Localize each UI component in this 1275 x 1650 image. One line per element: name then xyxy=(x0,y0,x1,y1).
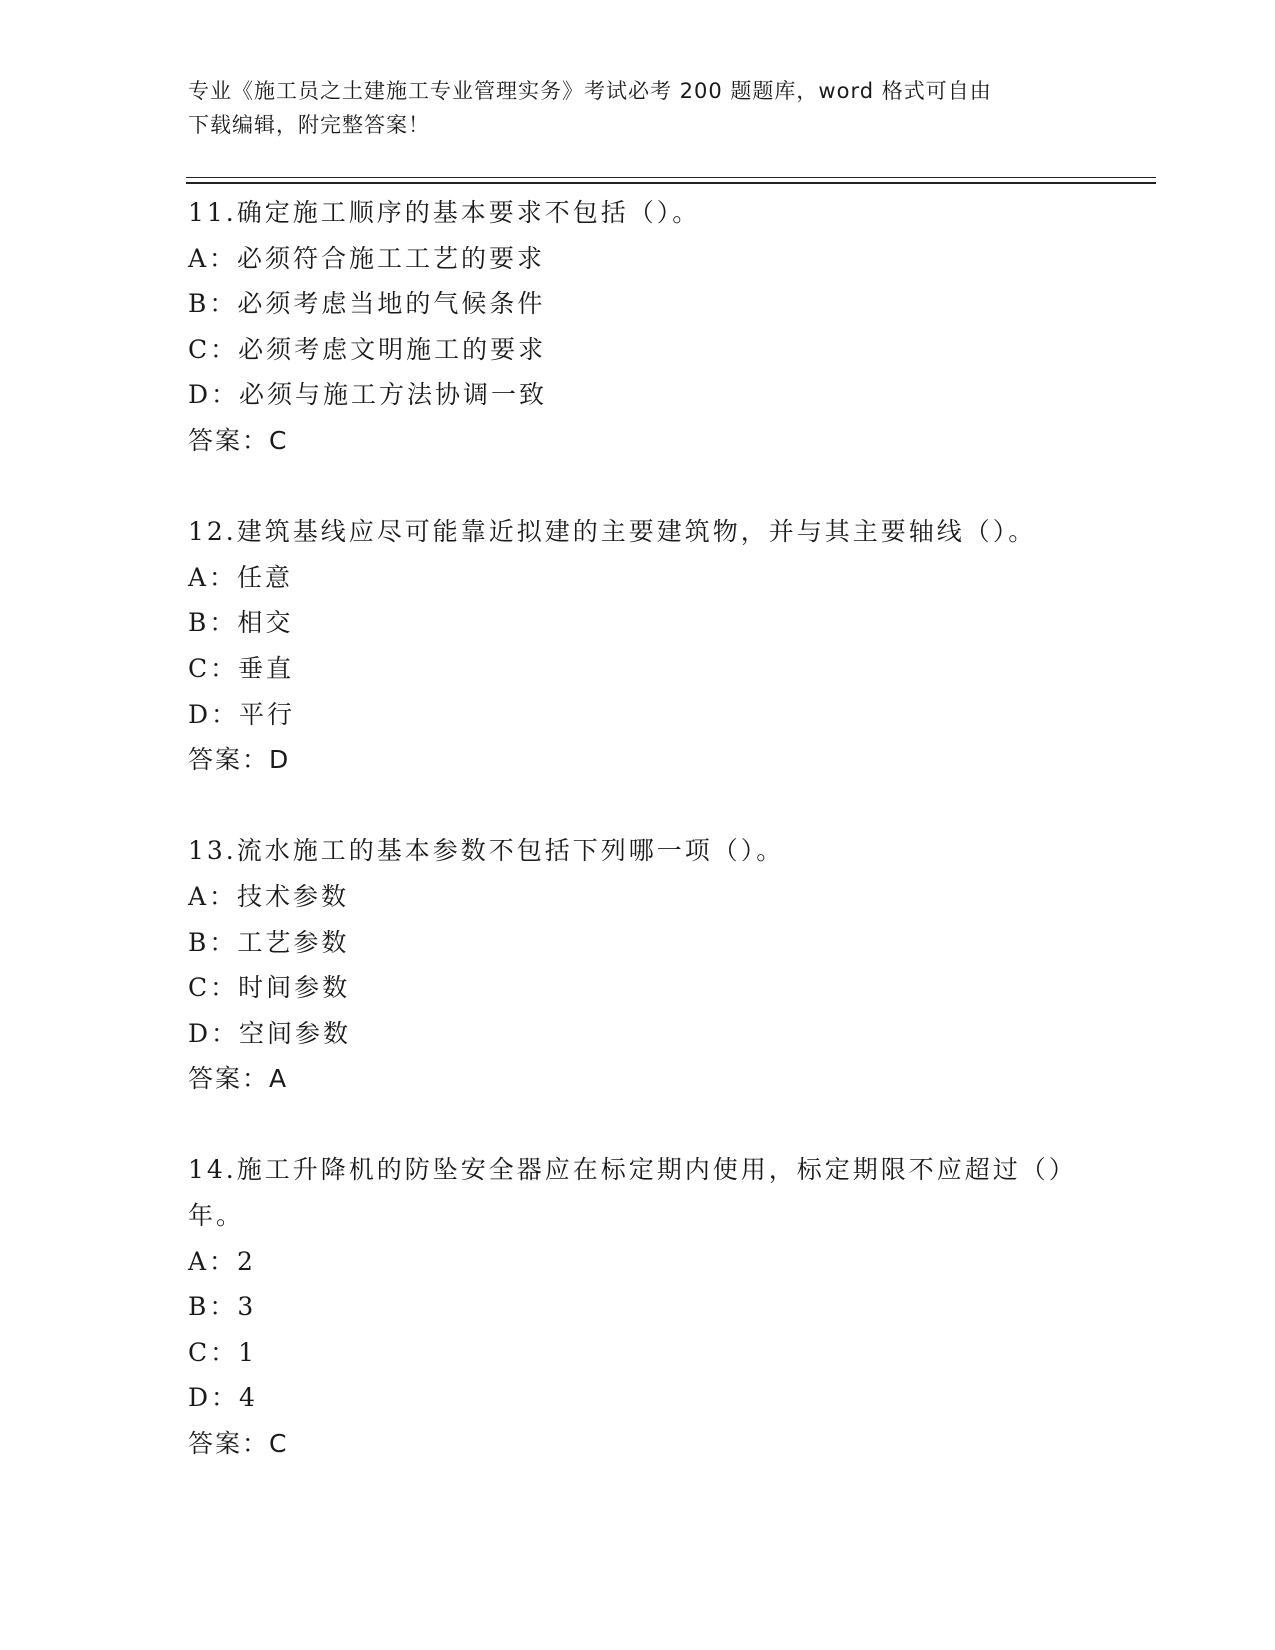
header-divider-thick xyxy=(186,182,1156,184)
header-line-2: 下载编辑，附完整答案！ xyxy=(188,113,430,137)
document-header xyxy=(188,74,1078,142)
option-a: A：任意 xyxy=(188,562,294,592)
answer: 答案：C xyxy=(188,1429,289,1459)
header-divider-thin xyxy=(186,177,1156,178)
option-c: C：时间参数 xyxy=(188,973,351,1003)
option-b: B：3 xyxy=(188,1292,257,1322)
question-stem: 13.流水施工的基本参数不包括下列哪一项（）。 xyxy=(188,836,785,866)
option-d: D：必须与施工方法协调一致 xyxy=(188,380,548,410)
option-b: B：相交 xyxy=(188,608,294,638)
question-13 xyxy=(188,828,1088,1102)
answer: 答案：C xyxy=(188,425,289,455)
answer: 答案：A xyxy=(188,1064,289,1094)
option-d: D：平行 xyxy=(188,699,296,729)
option-a: A：技术参数 xyxy=(188,881,350,911)
question-12 xyxy=(188,509,1088,783)
option-a: A：必须符合施工工艺的要求 xyxy=(188,243,546,273)
question-list xyxy=(188,190,1088,1512)
question-stem: 14.施工升降机的防坠安全器应在标定期内使用，标定期限不应超过（）年。 xyxy=(188,1155,1065,1231)
option-d: D：4 xyxy=(188,1383,258,1413)
option-a: A：2 xyxy=(188,1246,256,1276)
option-c: C：垂直 xyxy=(188,653,295,683)
question-stem: 12.建筑基线应尽可能靠近拟建的主要建筑物，并与其主要轴线（）。 xyxy=(188,517,1037,547)
answer: 答案：D xyxy=(188,745,291,775)
question-14 xyxy=(188,1147,1088,1466)
option-b: B：必须考虑当地的气候条件 xyxy=(188,289,546,319)
option-b: B：工艺参数 xyxy=(188,927,350,957)
option-c: C：必须考虑文明施工的要求 xyxy=(188,334,547,364)
question-11 xyxy=(188,190,1088,464)
option-d: D：空间参数 xyxy=(188,1018,352,1048)
question-stem: 11.确定施工顺序的基本要求不包括（）。 xyxy=(188,198,701,227)
option-c: C：1 xyxy=(188,1337,258,1367)
header-line-1: 专业《施工员之土建施工专业管理实务》考试必考 200 题题库，word 格式可自由 xyxy=(188,79,992,103)
